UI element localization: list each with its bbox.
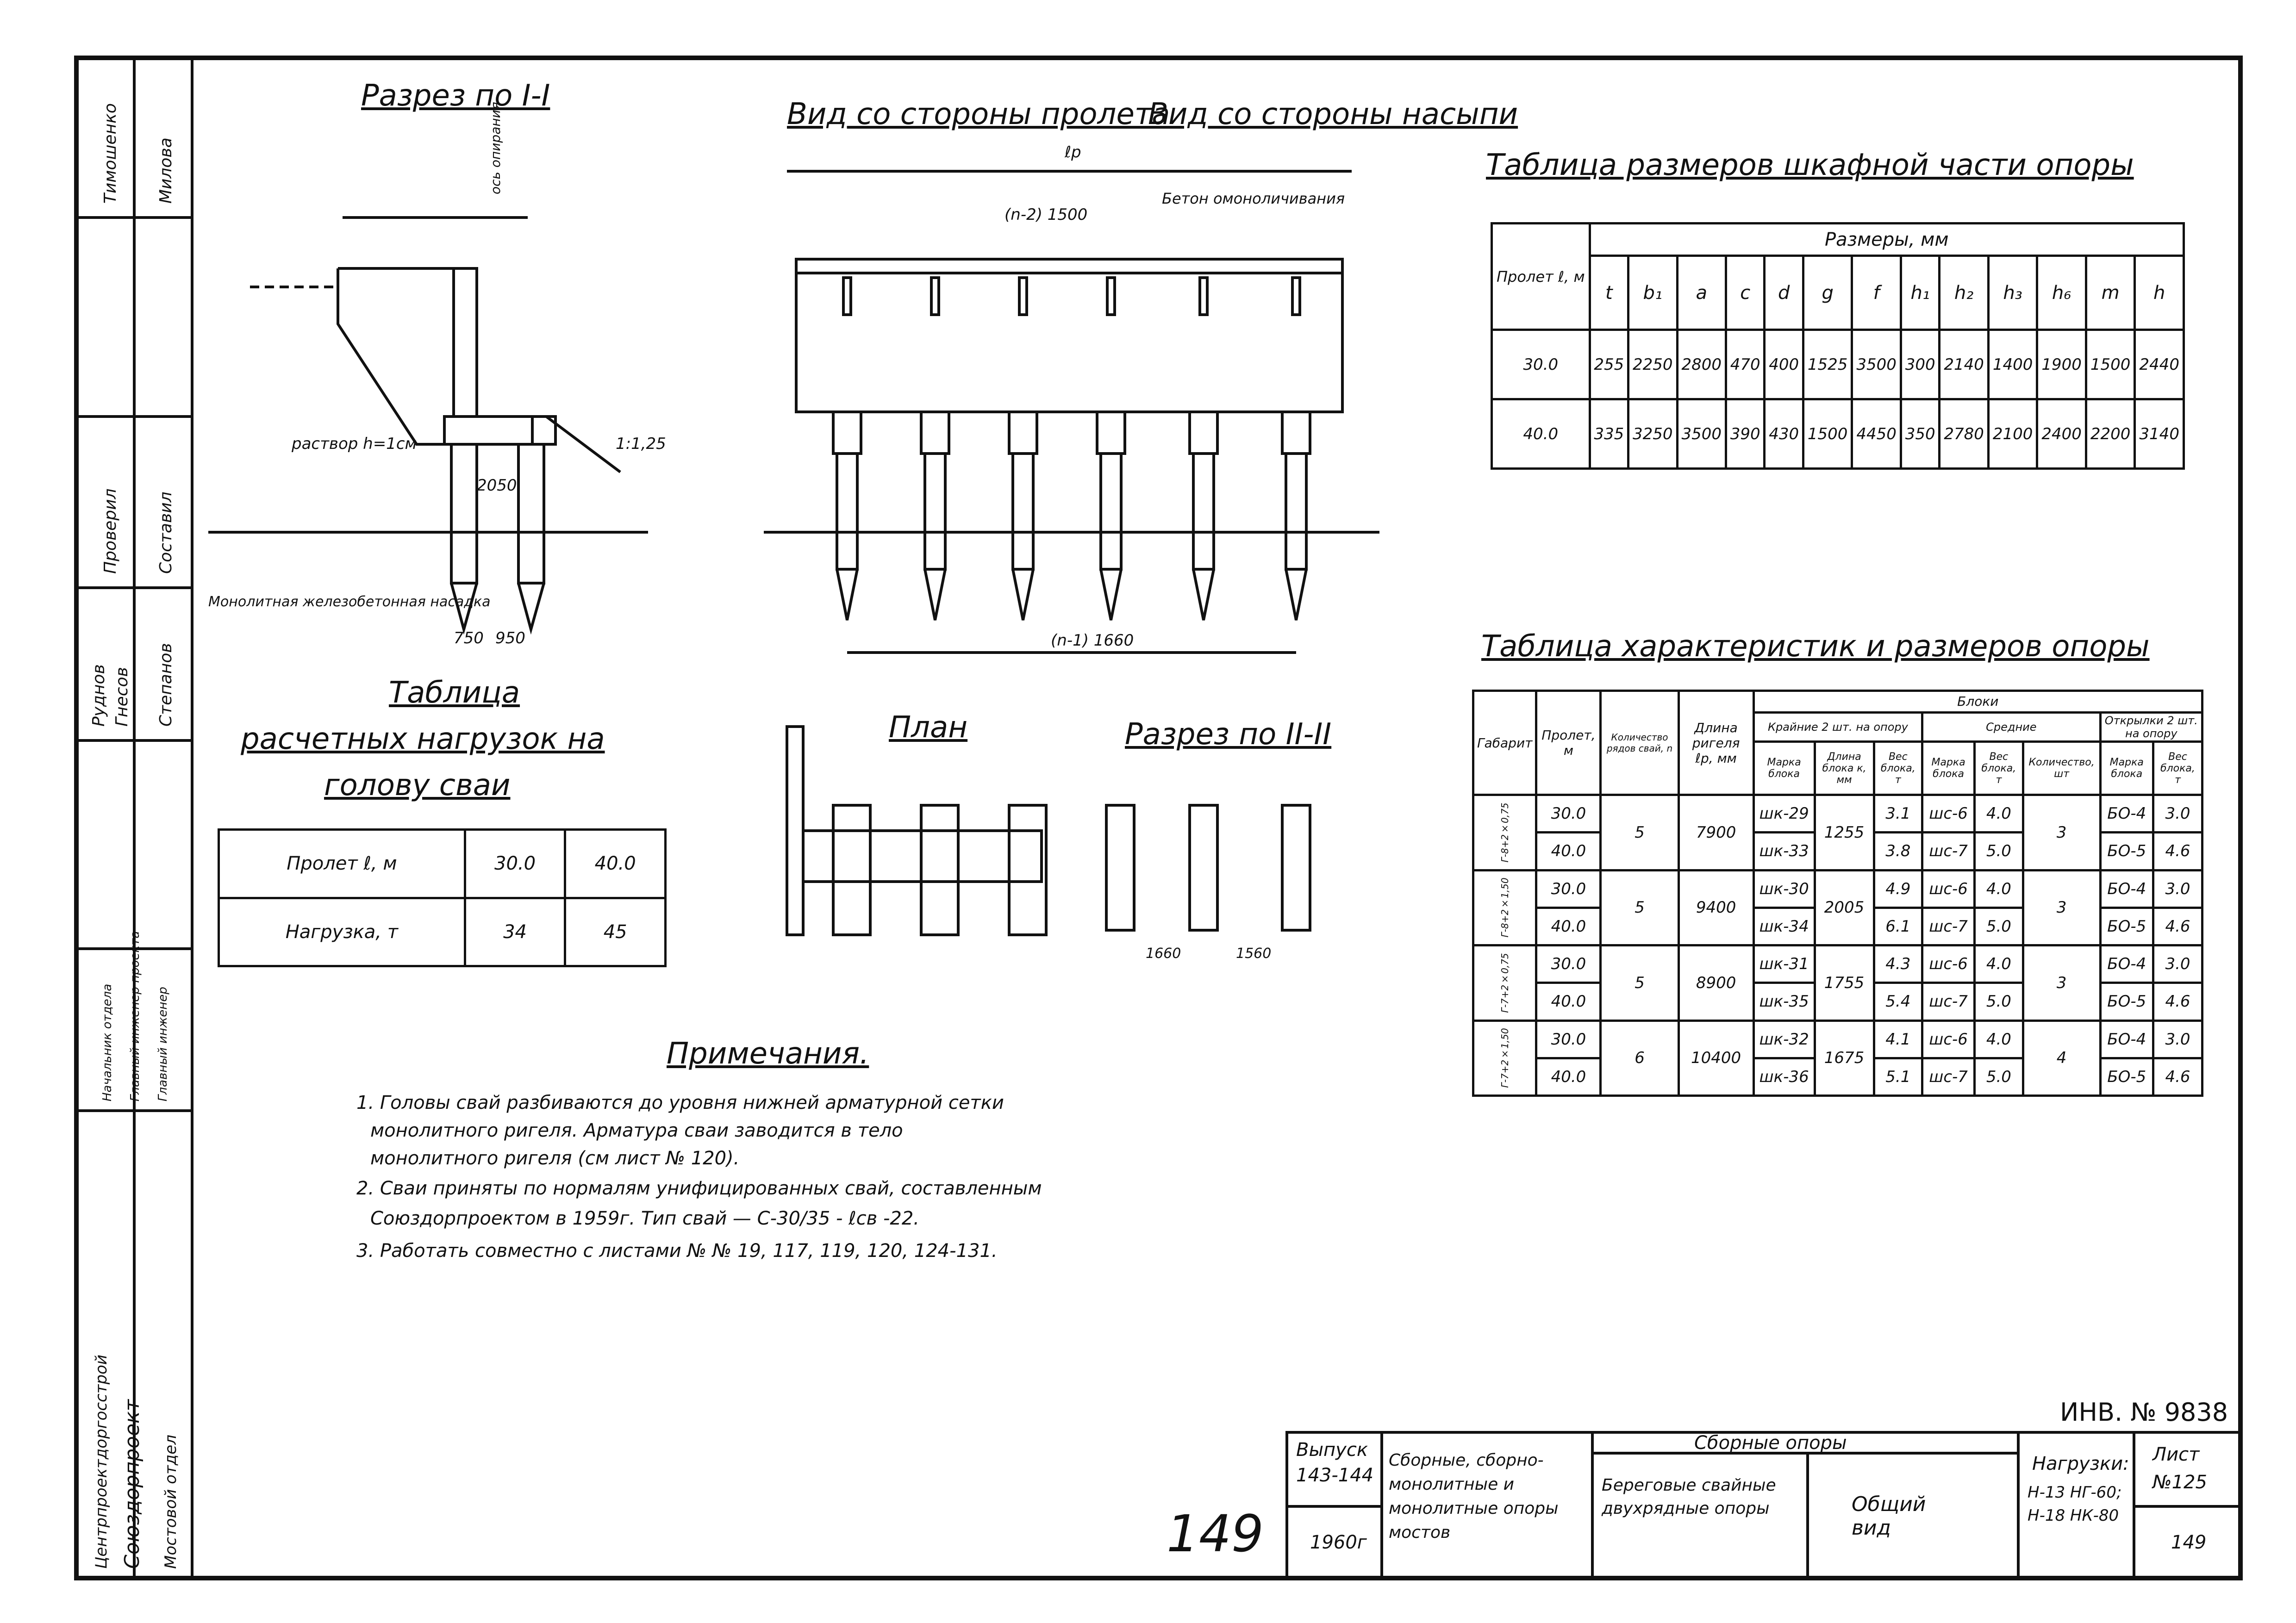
char-weight-middle: 4.0: [1975, 945, 2023, 983]
side-stamp: [76, 58, 192, 1578]
char-mark-outer: шк-30: [1753, 870, 1815, 908]
char-mark-middle: шс-7: [1922, 1058, 1975, 1095]
char-mark-middle: шс-6: [1922, 870, 1975, 908]
loads-title-3: голову сваи: [324, 768, 511, 802]
sizes-col: d: [1765, 256, 1803, 330]
char-mark-middle: шс-7: [1922, 833, 1975, 870]
pile-cap: [1190, 412, 1217, 454]
char-piles: 5: [1601, 945, 1678, 1021]
char-mark-anchor: БО-5: [2100, 983, 2153, 1020]
stamp-name-2: Милова: [156, 137, 175, 204]
plan-labels: [1146, 945, 1271, 962]
sizes-cell: 430: [1765, 399, 1803, 469]
note-line: 2. Сваи приняты по нормалям унифицированных свай, составленным: [356, 1178, 1042, 1199]
sizes-cell: 2400: [2037, 399, 2086, 469]
sizes-cell: 3500: [1852, 330, 1901, 399]
notes-title: Примечания.: [667, 1037, 869, 1071]
title-view-embankment: Вид со стороны насыпи: [1148, 97, 1518, 131]
char-row: [1473, 945, 2202, 983]
sizes-cell: 4450: [1852, 399, 1901, 469]
char-mark-middle: шс-6: [1922, 795, 1975, 833]
char-mark-anchor: БО-5: [2100, 1058, 2153, 1095]
char-weight-anchor: 4.6: [2153, 833, 2202, 870]
loads-table: [218, 828, 667, 967]
char-gabarit: Г-8+2×1,50: [1473, 870, 1536, 945]
char-length: 7900: [1678, 795, 1753, 871]
char-mark-middle: шс-6: [1922, 1020, 1975, 1058]
sizes-cell: 1900: [2037, 330, 2086, 399]
char-weight-outer: 6.1: [1874, 908, 1922, 945]
char-mark-outer: шк-34: [1753, 908, 1815, 945]
dim-1660: 1660: [1146, 945, 1181, 962]
char-mark-outer: шк-35: [1753, 983, 1815, 1020]
char-row: [1473, 1020, 2202, 1058]
loads-cell: 45: [565, 898, 666, 966]
char-weight-outer: 4.3: [1874, 945, 1922, 983]
dim-750: 750: [454, 629, 484, 647]
sizes-cell: 1400: [1988, 330, 2037, 399]
pile: [1101, 454, 1121, 569]
char-weight-outer: 4.1: [1874, 1020, 1922, 1058]
char-weight-anchor: 3.0: [2153, 1020, 2202, 1058]
char-gabarit: Г-8+2×0,75: [1473, 795, 1536, 871]
sizes-cell: 390: [1726, 399, 1765, 469]
char-head-blen: Длина блока к, мм: [1815, 742, 1874, 795]
pile-tip: [1193, 569, 1214, 620]
note-line: 1. Головы свай разбиваются до уровня нижней арматурной сетки: [356, 1092, 1004, 1113]
char-mark-anchor: БО-5: [2100, 908, 2153, 945]
char-weight-anchor: 3.0: [2153, 795, 2202, 833]
vypusk-value: 143-144: [1296, 1465, 1374, 1486]
inventory-number: ИНВ. № 9838: [2060, 1398, 2228, 1427]
sizes-cell: 3140: [2135, 399, 2184, 469]
sizes-cell: 2800: [1677, 330, 1726, 399]
note-line: монолитного ригеля. Арматура сваи заводится в тело: [370, 1120, 903, 1141]
loads-row-label: Нагрузка, т: [219, 898, 465, 966]
dim-lp: ℓр: [1065, 143, 1081, 162]
char-head-middle: Средние: [1922, 712, 2100, 742]
stamp-role-head: Начальник отдела: [100, 983, 114, 1101]
char-weight-anchor: 4.6: [2153, 908, 2202, 945]
char-span: 40.0: [1536, 833, 1601, 870]
pile-tip: [1286, 569, 1306, 620]
char-gabarit: Г-7+2×1,50: [1473, 1020, 1536, 1096]
section-1-labels: [208, 102, 666, 647]
stamp-name-5: Степанов: [156, 643, 175, 727]
char-weight-outer: 4.9: [1874, 870, 1922, 908]
char-span: 40.0: [1536, 908, 1601, 945]
char-weight-outer: 5.1: [1874, 1058, 1922, 1095]
char-span: 30.0: [1536, 945, 1601, 983]
stamp-role-composed: Составил: [156, 491, 175, 574]
char-head-anchor: Открылки 2 шт. на опору: [2100, 712, 2202, 742]
stamp-org-1: Центрпроектдоргосстрой: [92, 1354, 111, 1569]
sizes-row-span: 30.0: [1492, 330, 1590, 399]
char-weight-middle: 5.0: [1975, 983, 2023, 1020]
loads-cell: 30.0: [465, 830, 565, 898]
sizes-cell: 2140: [1940, 330, 1989, 399]
sheet-small: 149: [2171, 1532, 2207, 1553]
anchor-post: [1200, 278, 1207, 315]
title-plan: План: [889, 710, 968, 745]
anchor-post: [1292, 278, 1300, 315]
char-table: [1472, 690, 2203, 1097]
sizes-col: m: [2086, 256, 2135, 330]
sizes-col: a: [1677, 256, 1726, 330]
dim-2050: 2050: [477, 476, 517, 495]
char-piles: 5: [1601, 870, 1678, 945]
char-head-span: Пролет, м: [1536, 691, 1601, 795]
elevation-labels: [1004, 143, 1345, 650]
loads-cell: 34: [465, 898, 565, 966]
elevation-drawing: [764, 171, 1379, 653]
sheet-number: №125: [2152, 1472, 2207, 1493]
char-gabarit: Г-7+2×0,75: [1473, 945, 1536, 1021]
loads-row-label: Пролет ℓ, м: [219, 830, 465, 898]
sizes-col: b₁: [1628, 256, 1678, 330]
stamp-name-1: Тимошенко: [101, 103, 120, 204]
char-weight-outer: 3.8: [1874, 833, 1922, 870]
title-view-span: Вид со стороны пролета: [787, 97, 1170, 131]
label-axis: ось опирания: [488, 102, 503, 194]
label-monolith-head: Монолитная железобетонная насадка: [208, 594, 491, 610]
char-weight-middle: 5.0: [1975, 1058, 2023, 1095]
sizes-cell: 350: [1901, 399, 1939, 469]
char-mark-outer: шк-33: [1753, 833, 1815, 870]
dim-bottom: (n-1) 1660: [1051, 631, 1134, 650]
pile: [837, 454, 857, 569]
char-head-qty: Количество, шт: [2023, 742, 2100, 795]
loads-cell: 40.0: [565, 830, 666, 898]
sizes-col: h₂: [1940, 256, 1989, 330]
pile-cap: [921, 412, 949, 454]
sizes-col: h₆: [2037, 256, 2086, 330]
char-mark-outer: шк-36: [1753, 1058, 1815, 1095]
sizes-col: h₃: [1988, 256, 2037, 330]
char-block-length: 1755: [1815, 945, 1874, 1021]
char-span: 40.0: [1536, 983, 1601, 1020]
char-row: [1473, 795, 2202, 833]
char-piles: 5: [1601, 795, 1678, 871]
sizes-col: h₁: [1901, 256, 1939, 330]
pile-tip: [1101, 569, 1121, 620]
sizes-cell: 1500: [1803, 399, 1852, 469]
char-head-weight: Вес блока, т: [1874, 742, 1922, 795]
char-length: 10400: [1678, 1020, 1753, 1096]
char-table-title: Таблица характеристик и размеров опоры: [1481, 629, 2150, 664]
label-mortar: раствор h=1см: [292, 435, 417, 453]
sizes-cell: 335: [1590, 399, 1628, 469]
char-weight-outer: 3.1: [1874, 795, 1922, 833]
char-mark-outer: шк-29: [1753, 795, 1815, 833]
loads-title-1: Таблица: [389, 676, 520, 710]
char-head-weight: Вес блока, т: [2153, 742, 2202, 795]
char-span: 30.0: [1536, 795, 1601, 833]
type-title: Береговые свайные двухрядные опоры: [1602, 1476, 1776, 1518]
char-weight-middle: 4.0: [1975, 795, 2023, 833]
stamp-name-3: Руднов: [89, 664, 108, 727]
char-head-mark: Марка блока: [1922, 742, 1975, 795]
label-concrete: Бетон омоноличивания: [1162, 190, 1345, 207]
sizes-col: t: [1590, 256, 1628, 330]
char-length: 8900: [1678, 945, 1753, 1021]
vypusk-label: Выпуск: [1296, 1439, 1368, 1461]
char-block-length: 1255: [1815, 795, 1874, 871]
char-weight-anchor: 4.6: [2153, 1058, 2202, 1095]
sizes-row-span: 40.0: [1492, 399, 1590, 469]
char-head-mark: Марка блока: [1753, 742, 1815, 795]
sizes-cell: 400: [1765, 330, 1803, 399]
note-line: монолитного ригеля (см лист № 120).: [370, 1148, 740, 1169]
sizes-cell: 2780: [1940, 399, 1989, 469]
sizes-cell: 2250: [1628, 330, 1678, 399]
pile: [1013, 454, 1033, 569]
sizes-table: [1491, 222, 2185, 470]
char-head-gabarit: Габарит: [1473, 691, 1536, 795]
char-span: 40.0: [1536, 1058, 1601, 1095]
sizes-cell: 2440: [2135, 330, 2184, 399]
char-block-length: 2005: [1815, 870, 1874, 945]
char-qty: 3: [2023, 795, 2100, 871]
char-span: 30.0: [1536, 870, 1601, 908]
sizes-cell: 2200: [2086, 399, 2135, 469]
char-mark-anchor: БО-4: [2100, 1020, 2153, 1058]
sizes-cell: 300: [1901, 330, 1939, 399]
group-title: Сборные опоры: [1694, 1432, 1847, 1454]
sizes-cell: 470: [1726, 330, 1765, 399]
char-weight-anchor: 3.0: [2153, 945, 2202, 983]
stamp-org-2: Союздорпроект: [120, 1399, 144, 1569]
title-section-2: Разрез по II-II: [1125, 717, 1332, 752]
dim-950: 950: [495, 629, 525, 647]
char-weight-outer: 5.4: [1874, 983, 1922, 1020]
pile-cap: [833, 412, 861, 454]
sizes-col: f: [1852, 256, 1901, 330]
sizes-col: c: [1726, 256, 1765, 330]
stamp-role-checked: Проверил: [101, 488, 120, 574]
char-qty: 3: [2023, 945, 2100, 1021]
sizes-head-group: Размеры, мм: [1590, 224, 2184, 256]
sizes-table-title: Таблица размеров шкафной части опоры: [1486, 148, 2134, 182]
char-mark-anchor: БО-4: [2100, 870, 2153, 908]
anchor-post: [1107, 278, 1115, 315]
char-head-piles: Количество рядов свай, n: [1601, 691, 1678, 795]
loads-title-2: расчетных нагрузок на: [241, 722, 605, 756]
char-head-blocks: Блоки: [1753, 691, 2202, 713]
title-section-1: Разрез по I-I: [361, 79, 550, 113]
sizes-cell: 3250: [1628, 399, 1678, 469]
pile-cap: [1009, 412, 1037, 454]
note-line: Союздорпроектом в 1959г. Тип свай — С-30/35 - ℓсв -22.: [370, 1208, 919, 1229]
anchor-post: [843, 278, 851, 315]
char-row: [1473, 870, 2202, 908]
char-head-length: Длина ригеля ℓр, мм: [1678, 691, 1753, 795]
sizes-cell: 3500: [1677, 399, 1726, 469]
sizes-head-span: Пролет ℓ, м: [1492, 224, 1590, 330]
char-weight-middle: 4.0: [1975, 1020, 2023, 1058]
char-mark-anchor: БО-4: [2100, 795, 2153, 833]
pile-cap: [1097, 412, 1125, 454]
char-piles: 6: [1601, 1020, 1678, 1096]
char-weight-middle: 5.0: [1975, 833, 2023, 870]
sizes-col: g: [1803, 256, 1852, 330]
dim-slope: 1:1,25: [616, 435, 666, 453]
char-mark-middle: шс-7: [1922, 908, 1975, 945]
char-weight-anchor: 4.6: [2153, 983, 2202, 1020]
plan-drawing: [787, 727, 1310, 935]
char-weight-middle: 5.0: [1975, 908, 2023, 945]
dim-top: (n-2) 1500: [1004, 205, 1088, 224]
char-weight-middle: 4.0: [1975, 870, 2023, 908]
anchor-post: [1019, 278, 1027, 315]
pile-tip: [925, 569, 945, 620]
loads-value: Н-13 НГ-60; Н-18 НК-80: [2028, 1483, 2122, 1525]
sheet-label: Лист: [2152, 1444, 2200, 1465]
char-mark-middle: шс-6: [1922, 945, 1975, 983]
char-mark-anchor: БО-5: [2100, 833, 2153, 870]
char-span: 30.0: [1536, 1020, 1601, 1058]
char-mark-middle: шс-7: [1922, 983, 1975, 1020]
dim-1560: 1560: [1236, 945, 1272, 962]
stamp-role-gip: Главный инженер проекта: [128, 931, 142, 1101]
char-qty: 4: [2023, 1020, 2100, 1096]
sizes-cell: 1525: [1803, 330, 1852, 399]
section-1-drawing: [208, 218, 648, 629]
pile: [1286, 454, 1306, 569]
stamp-role-chief: Главный инженер: [156, 987, 170, 1101]
char-block-length: 1675: [1815, 1020, 1874, 1096]
handwritten-page: 149: [1167, 1504, 1264, 1563]
year: 1960г: [1310, 1532, 1367, 1553]
anchor-post: [931, 278, 939, 315]
sizes-cell: 2100: [1988, 399, 2037, 469]
stamp-org-3: Мостовой отдел: [162, 1435, 180, 1569]
series-title: Сборные, сборно-монолитные и монолитные опоры мостов: [1389, 1451, 1559, 1542]
char-mark-outer: шк-31: [1753, 945, 1815, 983]
stamp-name-4: Гнесов: [112, 667, 131, 727]
sizes-cell: 255: [1590, 330, 1628, 399]
char-mark-anchor: БО-4: [2100, 945, 2153, 983]
char-weight-anchor: 3.0: [2153, 870, 2202, 908]
pile: [1193, 454, 1214, 569]
char-head-mark: Марка блока: [2100, 742, 2153, 795]
char-head-outer: Крайние 2 шт. на опору: [1753, 712, 1922, 742]
pile: [925, 454, 945, 569]
pile-tip: [837, 569, 857, 620]
loads-label: Нагрузки:: [2032, 1453, 2129, 1474]
char-mark-outer: шк-32: [1753, 1020, 1815, 1058]
pile-cap: [1282, 412, 1310, 454]
pile-tip: [1013, 569, 1033, 620]
view-title: Общий вид: [1852, 1492, 1926, 1540]
char-head-weight: Вес блока, т: [1975, 742, 2023, 795]
sizes-cell: 1500: [2086, 330, 2135, 399]
sizes-col: h: [2135, 256, 2184, 330]
char-qty: 3: [2023, 870, 2100, 945]
char-length: 9400: [1678, 870, 1753, 945]
note-line: 3. Работать совместно с листами № № 19, 117, 119, 120, 124-131.: [356, 1240, 998, 1262]
